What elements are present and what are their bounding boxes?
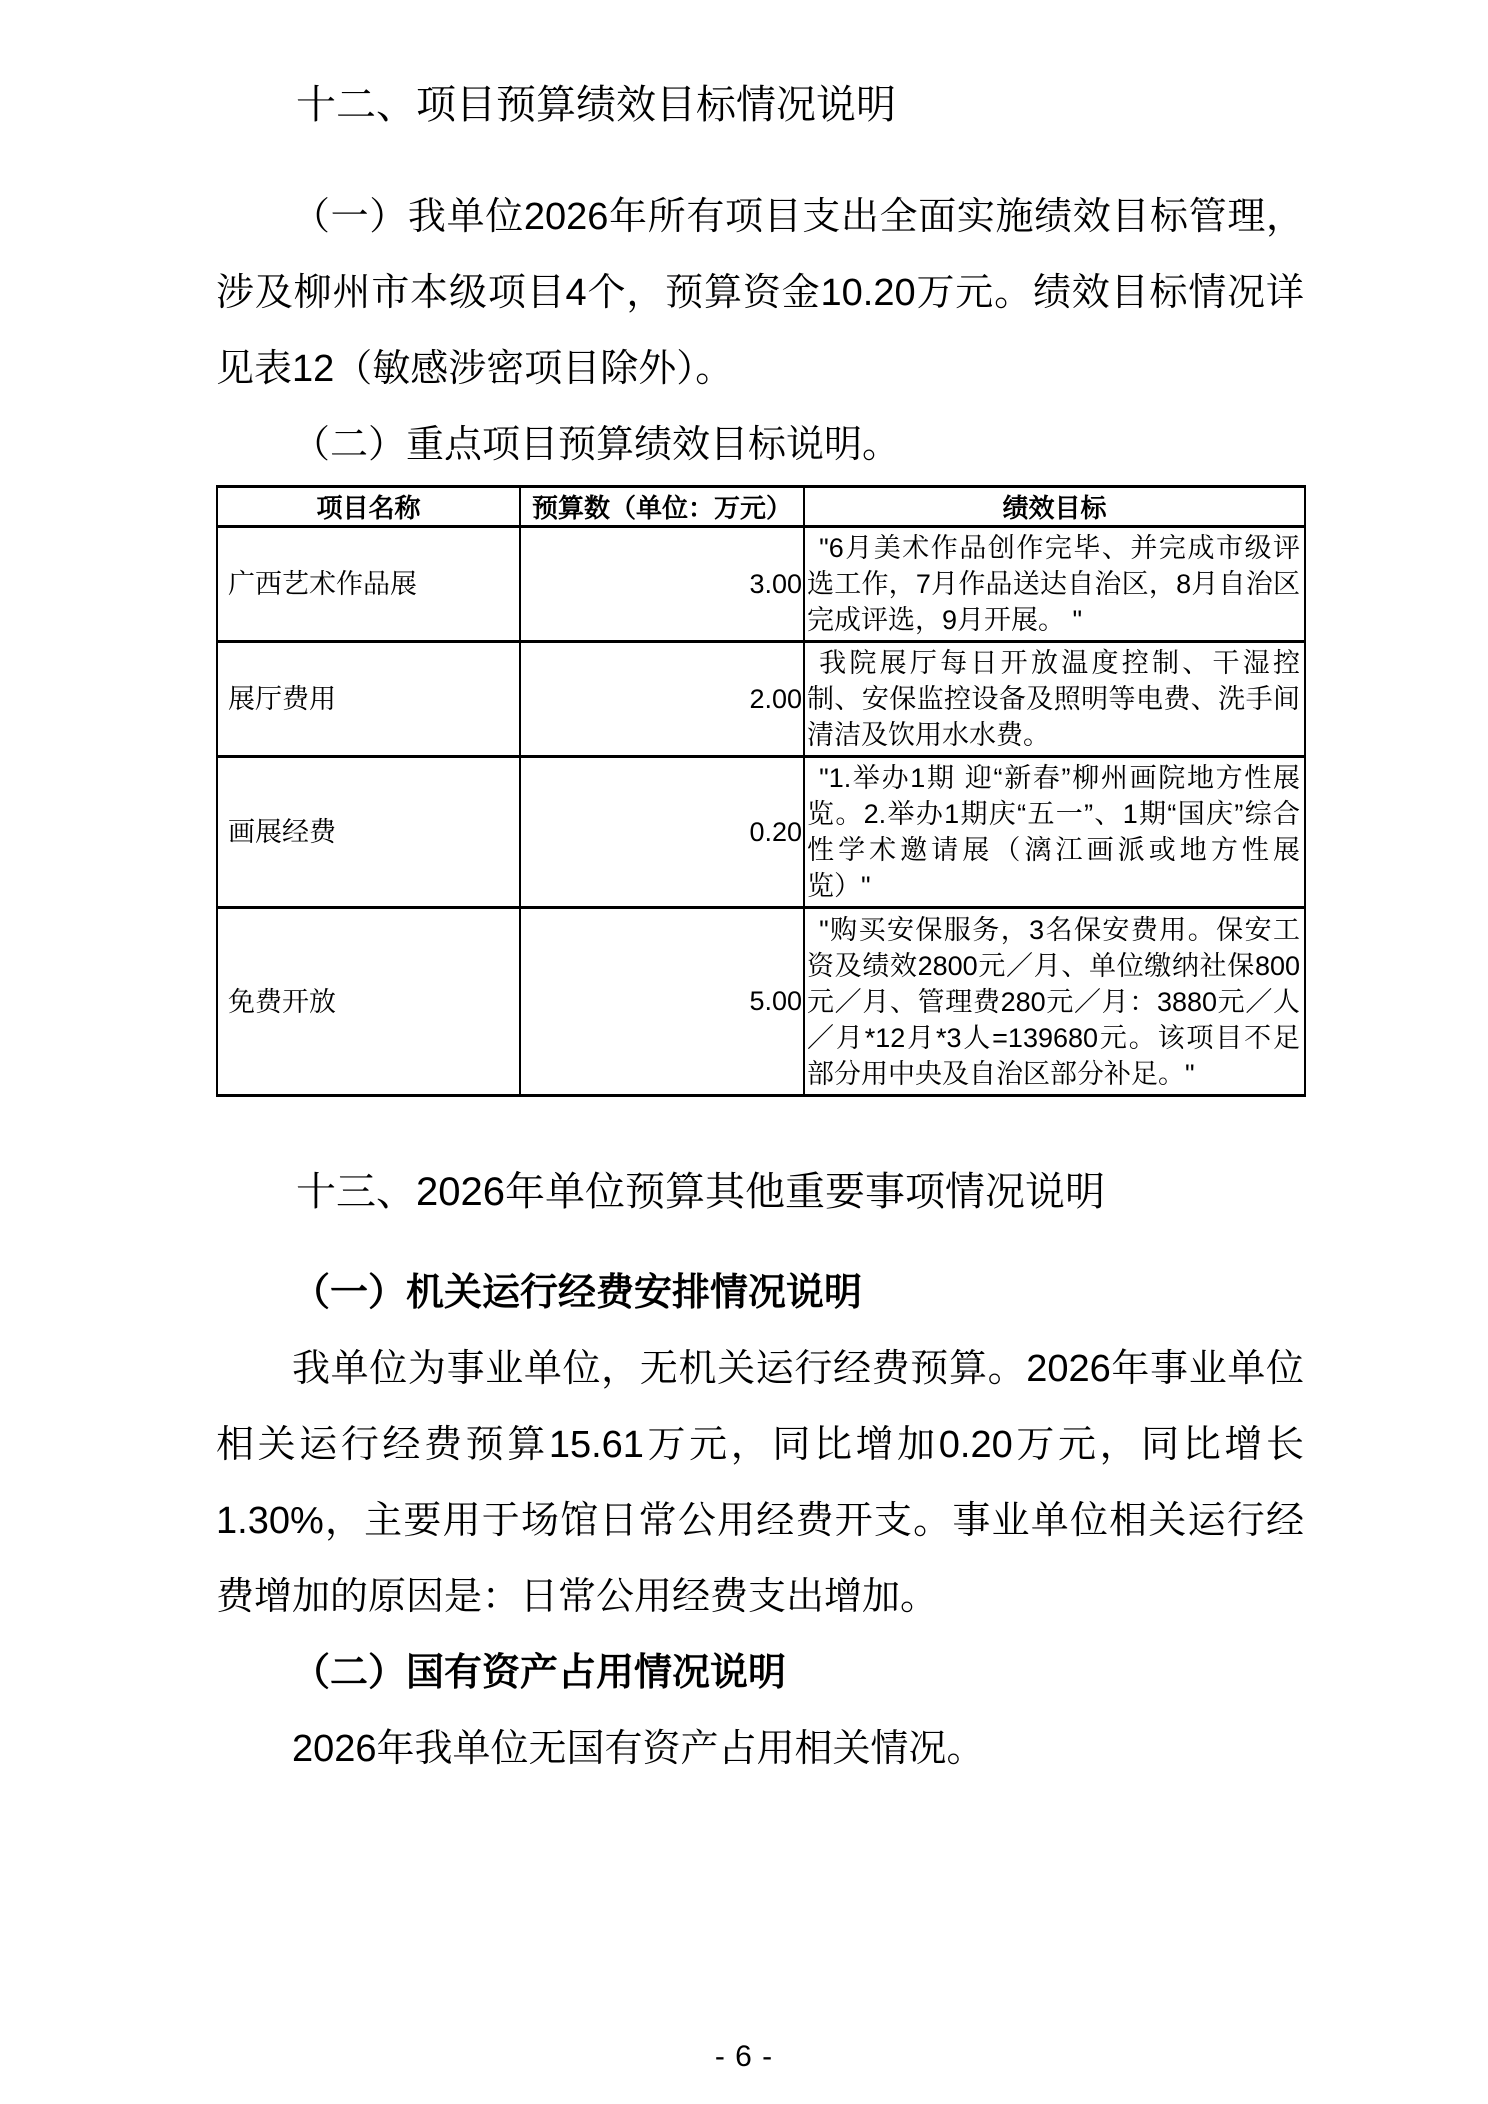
project-name-cell: 免费开放 <box>217 908 520 1096</box>
section-12-heading: 十二、项目预算绩效目标情况说明 <box>296 83 896 127</box>
budget-cell: 2.00 <box>520 642 804 757</box>
budget-cell: 3.00 <box>520 527 804 642</box>
table-row <box>217 908 1305 1096</box>
running-cost-paragraph: 我单位为事业单位，无机关运行经费预算。2026年事业单位相关运行经费预算15.61万元，同比增加0.20万元，同比增长1.30%，主要用于场馆日常公用经费开支。事业单位相关运行经费增加的原因是：日常公用经费支出增加。 <box>216 1348 1304 1618</box>
project-name-cell: 广西艺术作品展 <box>217 527 520 642</box>
project-name-cell: 展厅费用 <box>217 642 520 757</box>
target-cell: "购买安保服务，3名保安费用。保安工资及绩效2800元／月、单位缴纳社保800元／月、管理费280元／月：3880元／人／月*12月*3人=139680元。该项目不足部分用中央及自治区部分补足。" <box>804 908 1305 1096</box>
target-cell: "1.举办1期 迎“新春”柳州画院地方性展览。2.举办1期庆“五一”、1期“国庆”综合性学术邀请展（漓江画派或地方性展览）" <box>804 757 1305 908</box>
table-header-budget: 预算数（单位：万元） <box>520 487 804 527</box>
subsection-2-heading: （二）国有资产占用情况说明 <box>292 1652 787 1694</box>
section-12-paragraph-2: （二）重点项目预算绩效目标说明。 <box>292 424 901 466</box>
section-13-heading: 十三、2026年单位预算其他重要事项情况说明 <box>296 1170 1105 1214</box>
project-name-cell: 画展经费 <box>217 757 520 908</box>
table-row <box>217 757 1305 908</box>
target-cell: "6月美术作品创作完毕、并完成市级评选工作，7月作品送达自治区，8月自治区完成评选，9月开展。 " <box>804 527 1305 642</box>
state-assets-paragraph: 2026年我单位无国有资产占用相关情况。 <box>292 1728 985 1770</box>
subsection-1-heading: （一）机关运行经费安排情况说明 <box>292 1272 863 1314</box>
table-row <box>217 527 1305 642</box>
budget-cell: 5.00 <box>520 908 804 1096</box>
table-row <box>217 642 1305 757</box>
budget-cell: 0.20 <box>520 757 804 908</box>
page-number: - 6 - <box>714 2040 774 2073</box>
section-12-paragraph-1: （一）我单位2026年所有项目支出全面实施绩效目标管理，涉及柳州市本级项目4个，预算资金10.20万元。绩效目标情况详见表12（敏感涉密项目除外）。 <box>216 196 1304 390</box>
table-header-target: 绩效目标 <box>804 487 1305 527</box>
table-header-project-name: 项目名称 <box>217 487 520 527</box>
target-cell: 我院展厅每日开放温度控制、干湿控制、安保监控设备及照明等电费、洗手间清洁及饮用水水费。 <box>804 642 1305 757</box>
performance-target-table <box>216 485 1306 1097</box>
table-header-row <box>217 487 1305 527</box>
